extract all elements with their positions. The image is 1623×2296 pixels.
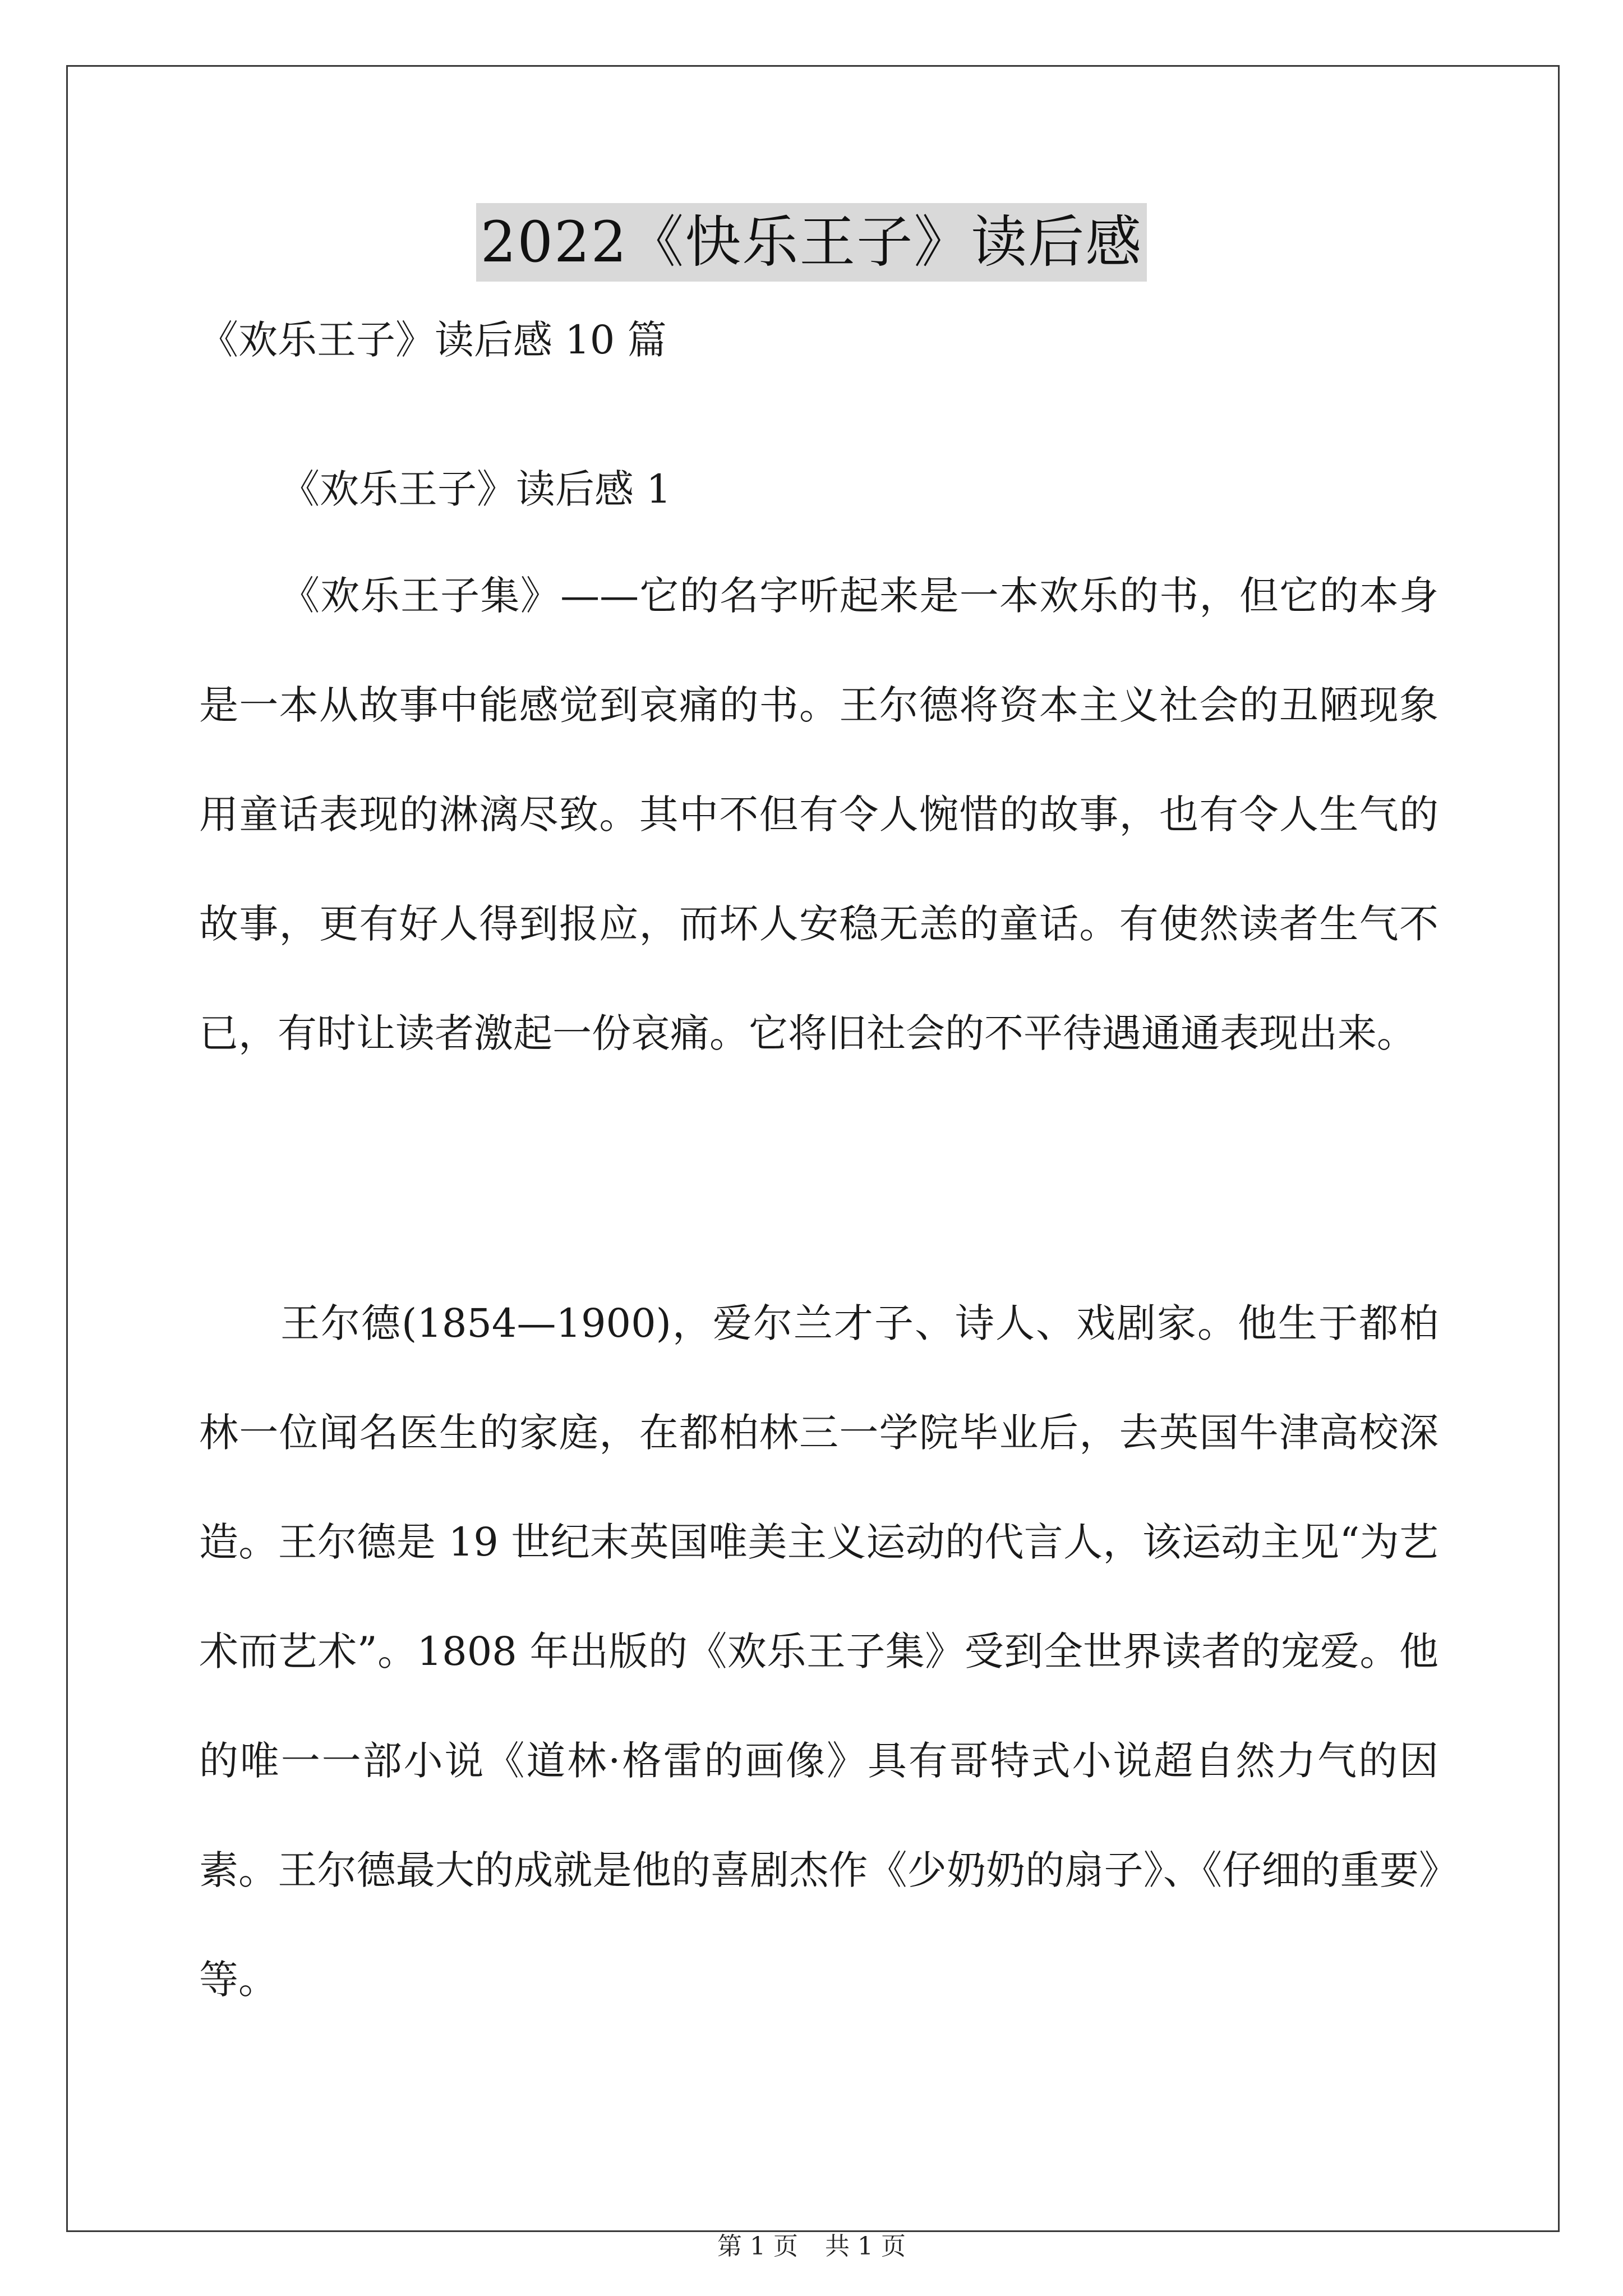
body-paragraph-1: 《欢乐王子集》——它的名字听起来是一本欢乐的书，但它的本身是一本从故事中能感觉到哀痛的书。王尔德将资本主义社会的丑陋现象用童话表现的淋漓尽致。其中不但有令人惋惜的故事，也有令人生气的故事，更有好人得到报应，而坏人安稳无恙的童话。有使然读者生气不已，有时让读者激起一份哀痛。它将旧社会的不平待遇通通表现出来。 [199, 573, 1438, 1056]
document-subtitle: 《欢乐王子》读后感 10 篇 [199, 317, 667, 363]
page-number-current: 第 1 页 [717, 2232, 798, 2261]
title-container [0, 203, 1623, 282]
document-title: 2022《快乐王子》读后感 [476, 203, 1147, 282]
page-footer [0, 2230, 1623, 2263]
body-paragraph-2: 王尔德(1854—1900)，爱尔兰才子、诗人、戏剧家。他生于都柏林一位闻名医生的家庭，在都柏林三一学院毕业后，去英国牛津高校深造。王尔德是 19 世纪末英国唯美主义运动的代言人，该运动主见“为艺术而艺术”。1808 年出版的《欢乐王子集》受到全世界读者的宠爱。他的唯一一部小说《道林·格雷的画像》具有哥特式小说超自然力气的因素。王尔德最大的成就是他的喜剧杰作《少奶奶的扇子》、《仔细的重要》等。 [199, 1300, 1438, 2003]
section-heading: 《欢乐王子》读后感 1 [280, 466, 671, 512]
page-number-total: 共 1 页 [825, 2232, 906, 2261]
